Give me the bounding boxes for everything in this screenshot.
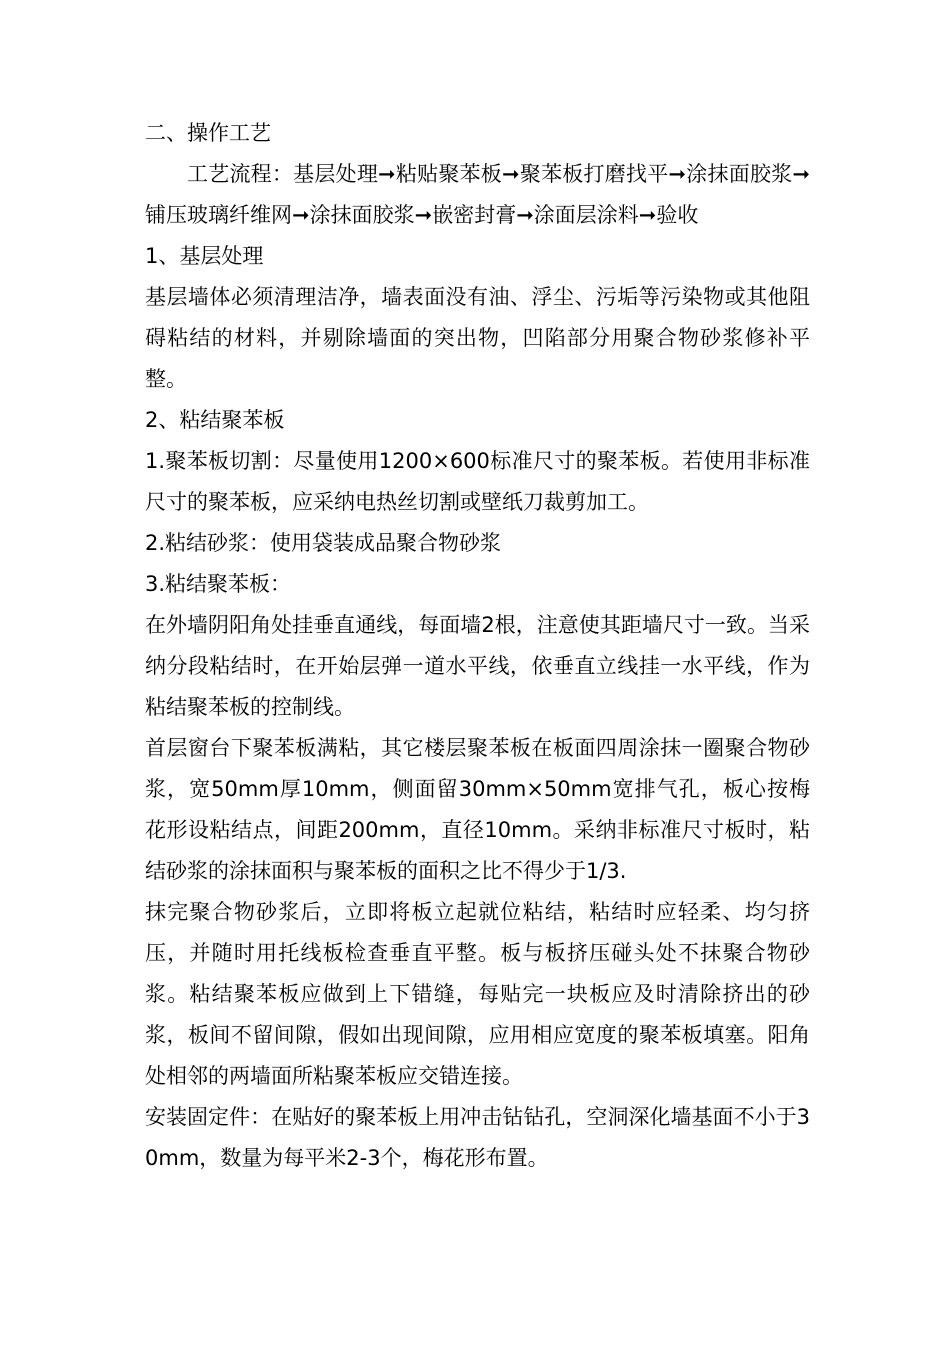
subsection-1-title: 1、基层处理 [145,244,264,268]
item-3-paragraph-2: 首层窗台下聚苯板满粘，其它楼层聚苯板在板面四周涂抹一圈聚合物砂浆，宽50mm厚10mm，侧面留30mm×50mm宽排气孔，板心按梅花形设粘结点，间距200mm，直径10mm。采纳非标准尺寸板时，粘结砂浆的涂抹面积与聚苯板的面积之比不得少于1/3. [145,736,810,883]
subsection-1-body: 基层墙体必须清理洁净，墙表面没有油、浮尘、污垢等污染物或其他阻碍粘结的材料，并剔除墙面的突出物，凹陷部分用聚合物砂浆修补平整。 [145,285,810,391]
subsection-2-title: 2、粘结聚苯板 [145,408,285,432]
item-3-title: 3.粘结聚苯板： [145,572,292,596]
item-3-paragraph-4: 安装固定件：在贴好的聚苯板上用冲击钻钻孔，空洞深化墙基面不小于30mm，数量为每平米2-3个，梅花形布置。 [145,1105,810,1170]
item-2-paragraph: 2.粘结砂浆：使用袋装成品聚合物砂浆 [145,531,502,555]
item-1-paragraph: 1.聚苯板切割：尽量使用1200×600标准尺寸的聚苯板。若使用非标准尺寸的聚苯板，应采纳电热丝切割或壁纸刀裁剪加工。 [145,449,810,514]
item-3-paragraph-3: 抹完聚合物砂浆后，立即将板立起就位粘结，粘结时应轻柔、均匀挤压，并随时用托线板检查垂直平整。板与板挤压碰头处不抹聚合物砂浆。粘结聚苯板应做到上下错缝，每贴完一块板应及时清除挤出的砂浆，板间不留间隙，假如出现间隙，应用相应宽度的聚苯板填塞。阳角处相邻的两墙面所粘聚苯板应交错连接。 [145,900,810,1088]
section-title: 二、操作工艺 [145,121,271,145]
process-flow-paragraph: 工艺流程：基层处理➞粘贴聚苯板➞聚苯板打磨找平➞涂抹面胶浆➞铺压玻璃纤维网➞涂抹面胶浆➞嵌密封膏➞涂面层涂料➞验收 [145,162,810,227]
item-3-paragraph-1: 在外墙阴阳角处挂垂直通线，每面墙2根，注意使其距墙尺寸一致。当采纳分段粘结时，在开始层弹一道水平线，依垂直立线挂一水平线，作为粘结聚苯板的控制线。 [145,613,810,719]
document-page [145,113,810,1179]
